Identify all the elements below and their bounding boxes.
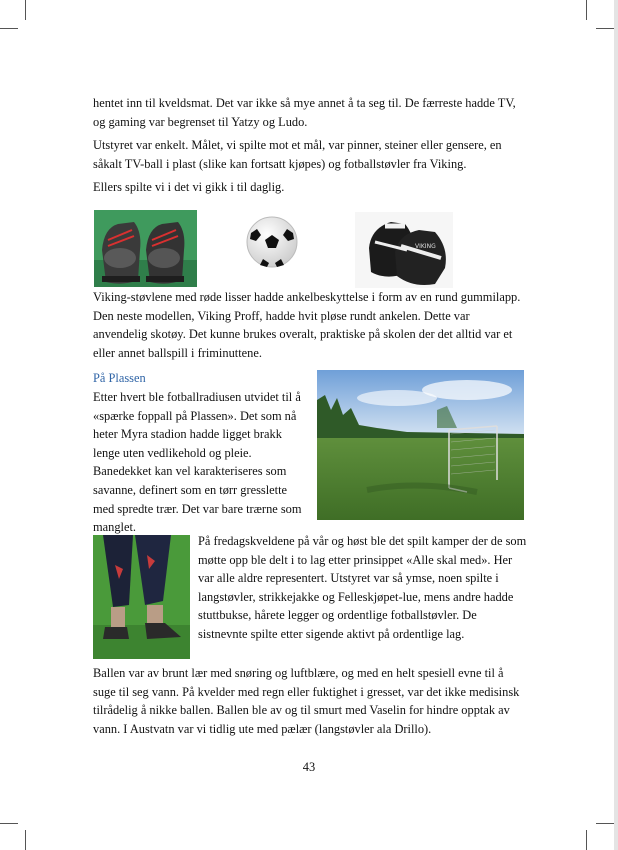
paragraph-1: hentet inn til kveldsmat. Det var ikke så mye annet å ta seg til. De færreste hadde TV, og gaming var begrenset til Yatzy og Ludo. bbox=[93, 96, 516, 129]
page-number: 43 bbox=[302, 760, 316, 774]
football-field-photo bbox=[317, 370, 524, 520]
crop-mark bbox=[586, 830, 587, 850]
crop-mark bbox=[0, 28, 18, 29]
crop-mark bbox=[25, 830, 26, 850]
crop-mark bbox=[586, 0, 587, 20]
svg-text:VIKING: VIKING bbox=[415, 243, 436, 250]
viking-boots-photo bbox=[94, 210, 197, 287]
viking-proff-boots-photo bbox=[355, 212, 453, 288]
paragraph-7: Ballen var av brunt lær med snøring og luftblære, og med en helt spesiell evne til å suge til seg vann. På kvelder med regn eller fuktighet i gresset, var det ikke medisinsk tilrådelig å nikke ballen. Ballen ble av og til smurt med Vaselin for hindre opptak av vann. I Austvatn var vi tidlig ute med pælær (langstøvler ala Drillo). bbox=[93, 666, 520, 736]
tv-ball-photo bbox=[245, 215, 299, 269]
section-heading: På Plassen bbox=[93, 371, 146, 385]
paragraph-4: Viking-støvlene med røde lisser hadde ankelbeskyttelse i form av en rund gummilapp. Den neste modellen, Viking Proff, hadde hvit pløse rundt ankelen. Dette var anvendelig skotøy. Det kunne brukes overalt, praktiske på skolen der det alltid var et eller annet ballspill i friminuttene. bbox=[93, 290, 521, 360]
paragraph-2: Utstyret var enkelt. Målet, vi spilte mot et mål, var pinner, steiner eller gensere, en såkalt TV-ball i plast (slike kan fortsatt kjøpes) og fotballstøvler fra Viking. bbox=[93, 138, 502, 171]
player-legs-photo bbox=[93, 535, 190, 659]
crop-mark bbox=[25, 0, 26, 20]
crop-mark bbox=[596, 28, 614, 29]
paragraph-5: Etter hvert ble fotballradiusen utvidet til å «spærke foppall på Plassen». Det som nå heter Myra stadion hadde ligget brakk lenge uten vedlikehold og pleie. Banedekket kan vel karakteriseres som savanne, definert som en tørr gresslette med spredte trær. Det var bare trærne som manglet. bbox=[93, 390, 302, 535]
paragraph-6: På fredagskveldene på vår og høst ble det spilt kamper der de som møtte opp ble delt i to lag etter prinsippet «Alle skal med». Her var alle aldre representert. Utstyret var så ymse, noen spilte i langstøvler, strikkejakke og Felleskjøpet-lue, mens andre hadde stuttbukse, hårete legger og ordentlige fotballstøvler. De sistnevnte spilte etter sigende aktivt på ordentlige lag. bbox=[198, 534, 527, 641]
crop-mark bbox=[596, 823, 614, 824]
paragraph-3: Ellers spilte vi i det vi gikk i til daglig. bbox=[93, 180, 285, 195]
page-edge bbox=[614, 0, 618, 850]
crop-mark bbox=[0, 823, 18, 824]
